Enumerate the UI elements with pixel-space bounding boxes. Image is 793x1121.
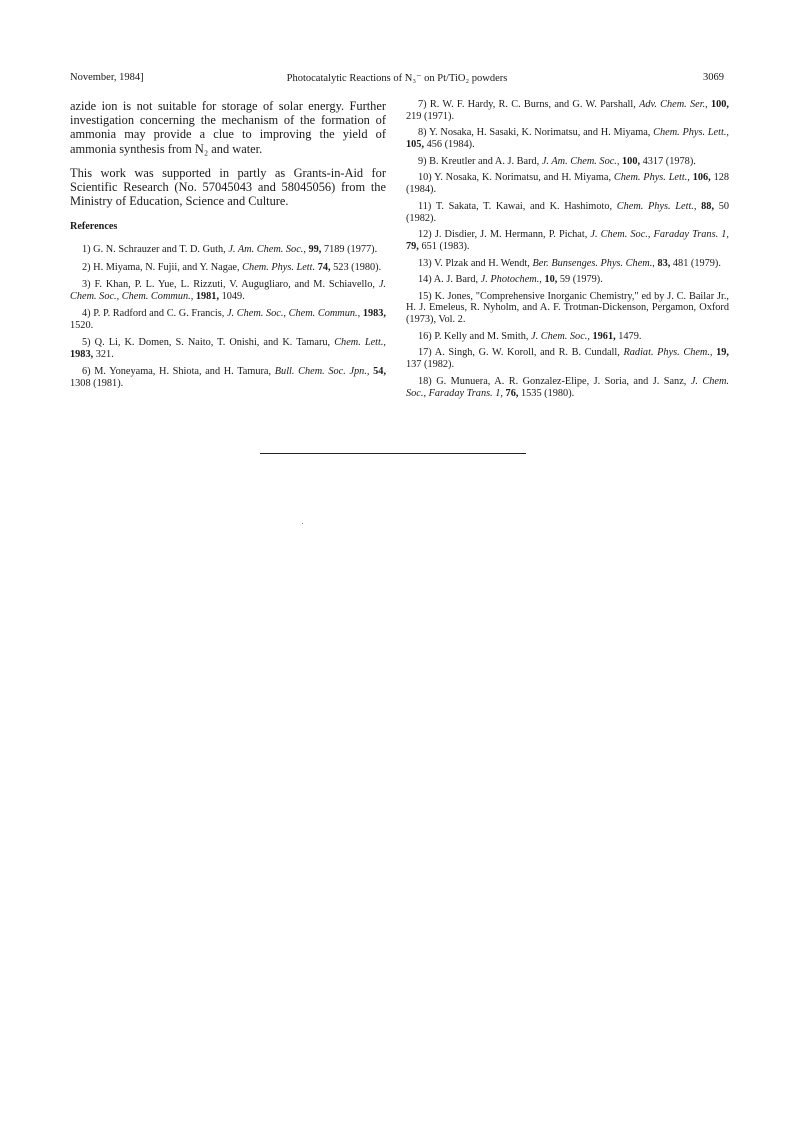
reference-number: 12) — [418, 229, 432, 241]
reference-journal: J. Chem. Soc., Chem. Commun., — [226, 307, 361, 319]
reference-volume: 19, — [716, 347, 729, 359]
reference-item — [406, 156, 729, 168]
reference-journal: J. Chem. Soc., Faraday Trans. 1, — [406, 375, 729, 399]
reference-journal: Bull. Chem. Soc. Jpn., — [274, 366, 370, 378]
reference-item — [70, 279, 386, 303]
reference-item — [406, 127, 729, 151]
reference-journal: J. Photochem., — [480, 274, 542, 286]
reference-authors: Y. Nosaka, K. Norimatsu, and H. Miyama, — [434, 172, 612, 184]
header-date: November, 1984] — [70, 72, 144, 83]
reference-pages-year: 59 (1979). — [559, 274, 603, 286]
reference-pages-year: 137 (1982). — [406, 359, 455, 371]
reference-item — [406, 258, 729, 270]
reference-volume: 1983, — [362, 307, 386, 319]
references-heading: References — [70, 221, 118, 233]
body-paragraph-conclusion: azide ion is not suitable for storage of solar energy. Further investigation concerning the mechanism of the formation of ammonia may provide a clue to improving the yield of ammonia synthesis from N₂ and water. — [70, 99, 386, 156]
reference-item — [70, 244, 386, 256]
reference-number: 1) — [82, 244, 91, 256]
reference-journal: J. Am. Chem. Soc., — [228, 244, 306, 256]
reference-item — [406, 376, 729, 400]
reference-number: 6) — [82, 366, 91, 378]
reference-volume: 100, — [710, 99, 730, 110]
header-title: Photocatalytic Reactions of N₃⁻ on Pt/TiO₂ powders — [286, 73, 508, 84]
reference-authors: G. Munuera, A. R. Gonzalez-Elipe, J. Soria, and J. Sanz, — [436, 375, 687, 387]
left-column — [70, 99, 386, 395]
reference-journal: Chem. Phys. Lett., — [616, 200, 697, 212]
reference-item — [406, 201, 729, 225]
reference-authors: R. W. F. Hardy, R. C. Burns, and G. W. Parshall, — [429, 99, 636, 110]
reference-pages-year: 456 (1984). — [426, 139, 475, 151]
reference-volume: 83, — [657, 257, 671, 269]
reference-number: 10) — [418, 172, 432, 184]
reference-volume: 54, — [373, 366, 387, 378]
reference-volume: 88, — [701, 200, 715, 212]
body-paragraph-acknowledgment: This work was supported in partly as Grants-in-Aid for Scientific Research (No. 57045043 and 58045056) from the Ministry of Education, Science and Culture. — [70, 165, 386, 209]
reference-item — [70, 262, 386, 274]
reference-volume: 100, — [622, 155, 641, 167]
reference-item — [406, 274, 729, 286]
reference-authors: H. Miyama, N. Fujii, and Y. Nagae, — [93, 261, 240, 273]
reference-volume: 1981, — [195, 290, 220, 302]
reference-authors: V. Plzak and H. Wendt, — [434, 257, 530, 269]
reference-authors: B. Kreutler and A. J. Bard, — [429, 155, 540, 167]
reference-number: 7) — [418, 99, 427, 110]
reference-authors: G. N. Schrauzer and T. D. Guth, — [93, 244, 226, 256]
reference-pages-year: 1308 (1981). — [70, 378, 124, 390]
reference-item — [406, 99, 729, 123]
reference-journal: J. Chem. Soc., — [531, 330, 590, 342]
reference-list-left — [70, 244, 386, 390]
reference-pages-year: 1520. — [70, 319, 94, 331]
reference-number: 15) — [418, 290, 432, 302]
reference-journal: Chem. Phys. Lett., — [653, 127, 729, 139]
reference-pages-year: 1479. — [618, 330, 642, 342]
reference-journal: Chem. Phys. Lett., — [613, 172, 690, 184]
reference-volume: 99, — [308, 244, 322, 256]
reference-number: 8) — [418, 127, 427, 139]
reference-item — [406, 291, 729, 327]
reference-journal: J. Chem. Soc., Faraday Trans. 1, — [590, 229, 729, 241]
reference-journal: Chem. Lett., — [334, 336, 387, 348]
reference-item — [406, 229, 729, 253]
reference-number: 9) — [418, 155, 427, 167]
reference-journal: Adv. Chem. Ser., — [639, 99, 708, 110]
reference-authors: T. Sakata, T. Kawai, and K. Hashimoto, — [435, 200, 613, 212]
reference-volume: 74, — [317, 261, 331, 273]
reference-pages-year: 4317 (1978). — [642, 155, 696, 167]
reference-list-right — [406, 99, 729, 400]
reference-authors: P. P. Radford and C. G. Francis, — [93, 307, 225, 319]
reference-authors: P. Kelly and M. Smith, — [434, 330, 529, 342]
page-number: 3069 — [703, 72, 724, 83]
reference-pages-year: 7189 (1977). — [323, 244, 378, 256]
reference-authors: K. Jones, "Comprehensive Inorganic Chemistry," ed by J. C. Bailar Jr., H. J. Emeleus, R. Nyholm, and A. F. Trotman-Dickenson, Pergamon, Oxford (1973), Vol. 2. — [406, 290, 730, 326]
reference-number: 2) — [82, 261, 91, 273]
reference-volume: 1983, — [70, 349, 94, 361]
reference-number: 14) — [418, 274, 432, 286]
reference-journal: J. Am. Chem. Soc., — [541, 155, 620, 167]
reference-pages-year: 128 (1984). — [406, 172, 730, 196]
reference-volume: 79, — [406, 241, 419, 253]
reference-number: 4) — [82, 307, 91, 319]
end-rule-divider — [260, 453, 526, 454]
reference-number: 3) — [82, 278, 91, 290]
reference-pages-year: 523 (1980). — [333, 261, 382, 273]
reference-number: 18) — [418, 375, 432, 387]
reference-volume: 76, — [505, 387, 519, 399]
reference-pages-year: 651 (1983). — [421, 241, 470, 253]
scan-speck — [302, 523, 303, 524]
reference-authors: M. Yoneyama, H. Shiota, and H. Tamura, — [94, 366, 272, 378]
reference-authors: Q. Li, K. Domen, S. Naito, T. Onishi, and K. Tamaru, — [94, 336, 331, 348]
reference-pages-year: 1535 (1980). — [521, 387, 575, 399]
reference-pages-year: 50 (1982). — [406, 200, 729, 224]
reference-number: 17) — [418, 347, 432, 359]
reference-number: 11) — [418, 200, 432, 212]
running-header — [70, 72, 724, 88]
reference-item — [406, 331, 729, 343]
reference-item — [406, 347, 729, 371]
reference-pages-year: 321. — [95, 349, 114, 361]
reference-number: 13) — [418, 257, 432, 269]
reference-item — [70, 366, 386, 390]
reference-item — [70, 337, 386, 361]
reference-authors: Y. Nosaka, H. Sasaki, K. Norimatsu, and H. Miyama, — [428, 127, 651, 139]
reference-authors: A. Singh, G. W. Koroll, and R. B. Cundall, — [434, 347, 620, 359]
reference-volume: 106, — [692, 172, 711, 184]
reference-volume: 10, — [544, 274, 558, 286]
reference-volume: 1961, — [592, 330, 616, 342]
reference-pages-year: 1049. — [221, 290, 245, 302]
reference-journal: Radiat. Phys. Chem., — [623, 347, 713, 359]
reference-volume: 105, — [406, 139, 425, 151]
right-column — [406, 99, 729, 404]
reference-journal: Ber. Bunsenges. Phys. Chem., — [532, 257, 655, 269]
reference-journal: J. Chem. Soc., Chem. Commun., — [70, 278, 387, 302]
reference-item — [406, 172, 729, 196]
reference-authors: A. J. Bard, — [433, 274, 479, 286]
reference-journal: Chem. Phys. Lett. — [242, 261, 316, 273]
reference-authors: F. Khan, P. L. Yue, L. Rizzuti, V. Augugliaro, and M. Schiavello, — [94, 278, 375, 290]
reference-number: 16) — [418, 330, 432, 342]
reference-pages-year: 481 (1979). — [672, 257, 721, 269]
reference-pages-year: 219 (1971). — [406, 110, 455, 122]
reference-item — [70, 308, 386, 332]
reference-number: 5) — [82, 336, 91, 348]
reference-authors: J. Disdier, J. M. Hermann, P. Pichat, — [434, 229, 588, 241]
